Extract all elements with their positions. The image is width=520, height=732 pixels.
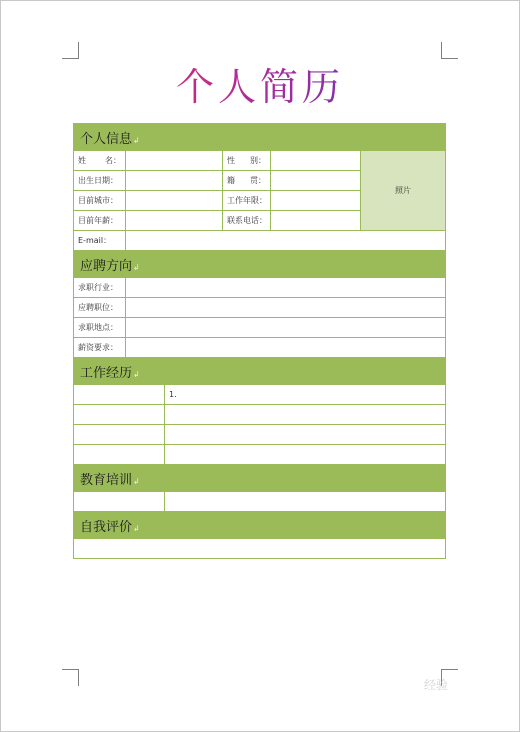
watermark: 经验 — [424, 678, 449, 692]
work-period-cell[interactable] — [74, 405, 165, 425]
name-field[interactable] — [126, 151, 223, 171]
section-education-row — [74, 465, 446, 492]
work-detail-cell[interactable] — [165, 425, 446, 445]
section-job-header: 应聘方向↲ — [74, 251, 446, 278]
work-item-number: 1. — [169, 390, 177, 399]
personal-row-1 — [74, 151, 446, 171]
section-job-row — [74, 251, 446, 278]
job-row-1 — [74, 278, 446, 298]
work-detail-cell[interactable] — [165, 445, 446, 465]
work-row-2 — [74, 405, 446, 425]
salary-req-label: 薪资要求： — [74, 338, 126, 358]
birth-label: 出生日期： — [74, 171, 126, 191]
birth-field[interactable] — [126, 171, 223, 191]
position-label: 应聘职位： — [74, 298, 126, 318]
section-work-row — [74, 358, 446, 385]
work-years-label: 工作年限： — [223, 191, 271, 211]
resume-title: 个人简历 — [0, 56, 520, 111]
city-label: 目前城市： — [74, 191, 126, 211]
work-period-cell[interactable] — [74, 445, 165, 465]
industry-field[interactable] — [126, 278, 446, 298]
work-row-1 — [74, 385, 446, 405]
self-evaluation-cell[interactable] — [74, 539, 446, 559]
phone-field[interactable] — [271, 211, 361, 231]
work-period-cell[interactable] — [74, 425, 165, 445]
city-field[interactable] — [126, 191, 223, 211]
section-self-header: 自我评价↲ — [74, 512, 446, 539]
native-field[interactable] — [271, 171, 361, 191]
resume-table — [73, 123, 446, 559]
section-education-header: 教育培训↲ — [74, 465, 446, 492]
job-row-3 — [74, 318, 446, 338]
work-years-field[interactable] — [271, 191, 361, 211]
crop-mark-bottom-left — [62, 669, 79, 686]
section-personal-header: 个人信息↲ — [74, 124, 446, 151]
personal-row-5 — [74, 231, 446, 251]
work-row-3 — [74, 425, 446, 445]
native-label: 籍 贯： — [223, 171, 271, 191]
resume-form — [73, 123, 445, 559]
gender-label: 性 别： — [223, 151, 271, 171]
photo-cell[interactable]: 照片 — [361, 151, 446, 231]
position-field[interactable] — [126, 298, 446, 318]
work-detail-cell[interactable] — [165, 385, 446, 405]
location-label: 求职地点： — [74, 318, 126, 338]
location-field[interactable] — [126, 318, 446, 338]
education-period-cell[interactable] — [74, 492, 165, 512]
job-row-2 — [74, 298, 446, 318]
self-row-1 — [74, 539, 446, 559]
name-label: 姓 名： — [74, 151, 126, 171]
section-work-header: 工作经历↲ — [74, 358, 446, 385]
phone-label: 联系电话： — [223, 211, 271, 231]
education-row-1 — [74, 492, 446, 512]
salary-req-field[interactable] — [126, 338, 446, 358]
email-label: E-mail： — [74, 231, 126, 251]
job-row-4 — [74, 338, 446, 358]
work-row-4 — [74, 445, 446, 465]
gender-field[interactable] — [271, 151, 361, 171]
section-self-row — [74, 512, 446, 539]
section-personal-row — [74, 124, 446, 151]
work-period-cell[interactable] — [74, 385, 165, 405]
salary-field[interactable] — [126, 211, 223, 231]
industry-label: 求职行业： — [74, 278, 126, 298]
email-field[interactable] — [126, 231, 446, 251]
education-detail-cell[interactable] — [165, 492, 446, 512]
work-detail-cell[interactable] — [165, 405, 446, 425]
salary-label: 目前年薪： — [74, 211, 126, 231]
